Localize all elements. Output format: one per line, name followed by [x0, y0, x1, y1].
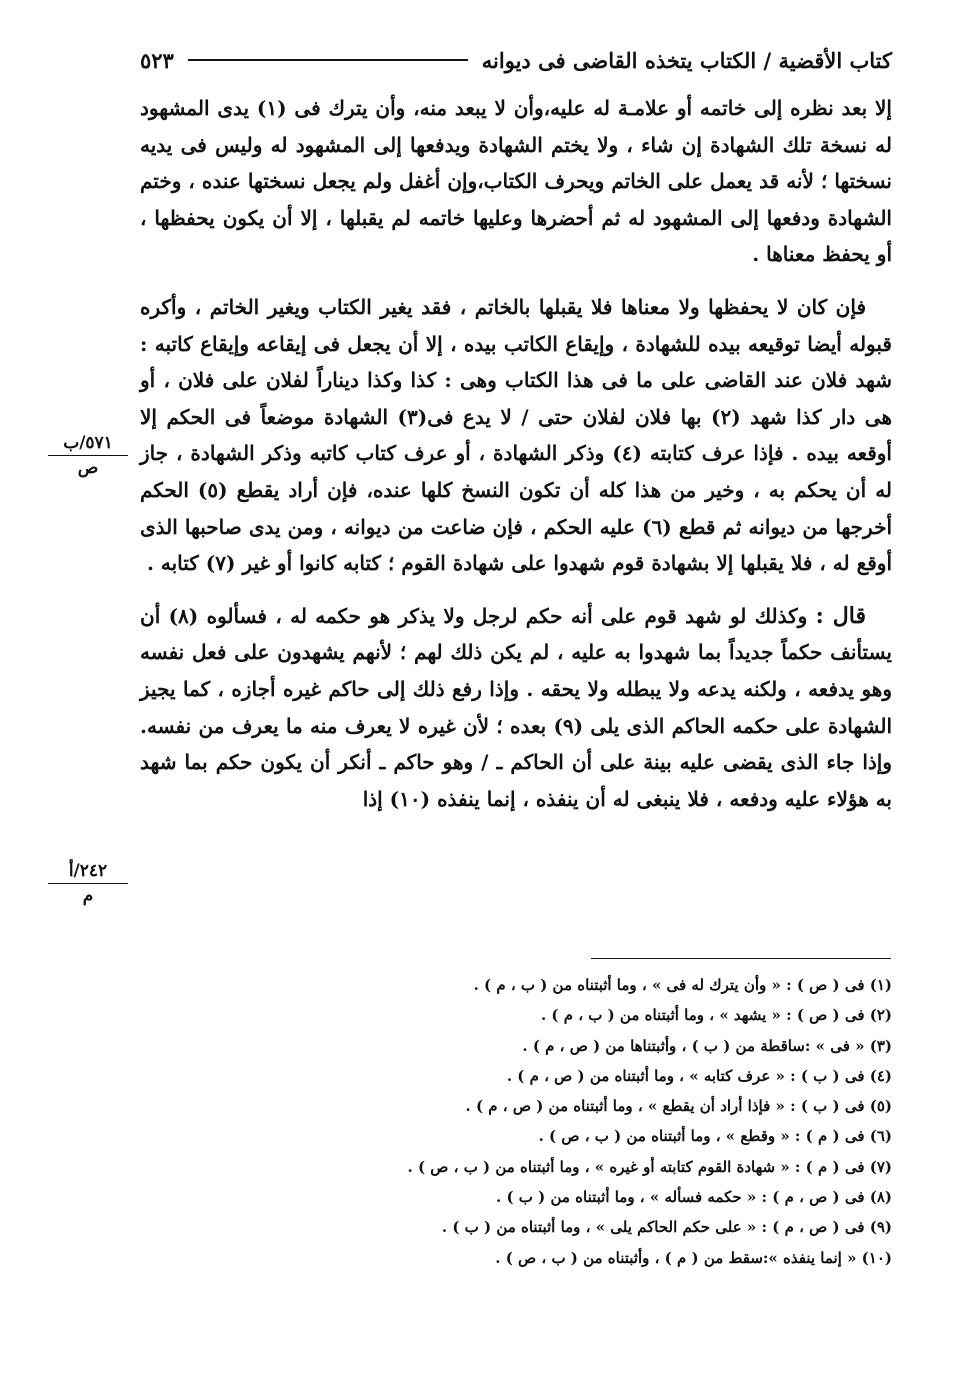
text-line: وكذلك لو شهد قوم على أنه حكم لرجل ولا يذكر هو حكمه له ، فسألوه (٨) — [168, 603, 816, 628]
text-line: فعل نفسه وهو يدفعه ، ولكنه يدعه ولا يبطله ولا يحقه . وإذا رفع ذلك إلى حاكم غيره — [140, 640, 893, 701]
margin-manuscript: ص — [77, 458, 99, 478]
footnotes — [140, 970, 892, 1273]
text-line: عنده، فإن أراد يقطع (٥) الحكم أخرجها من ديوانه ثم قطع (٦) عليه الحكم ، فإن ضاعت — [140, 477, 893, 539]
text-line: فإن كان لا يحفظها ولا معناها فلا يقبلها بالخاتم ، فقد يغير الكتاب ويغير الخاتم ، — [194, 294, 866, 319]
footnote: (٧) فى ( م ) : « شهادة القوم كتابته أو غيره » ، وما أثبتناه من ( ب ، ص ) . — [407, 1157, 892, 1176]
text-line: شهادة القوم ؛ كتابه كانوا أو غير (٧) كتابه . — [146, 551, 505, 576]
text-line: نسختها ؛ لأنه قد يعمل على الخاتم ويحرف الكتاب،وإن أغفل ولم يجعل نسختها عنده ، — [188, 169, 893, 194]
text-line: موضعاً فى الحكم إلا أوقعه بيده . فإذا عرف كتابته (٤) وذكر الشهادة ، أو عرف كتاب — [140, 404, 892, 466]
text-line: ما يعرف من نفسه. وإذا جاء الذى يقضى عليه بينة على أن الحاكم ـ / وهو حاكم ـ أنكر — [140, 713, 892, 775]
paragraph-gap — [140, 582, 892, 598]
text-line: له نسخة تلك الشهادة إن شاء ، ولا يختم الشهادة ويدفعها إلى المشهود له وليس فى يديه — [140, 132, 892, 157]
text-line: من ديوانه ، ومن يدى صاحبها الذى أوقع له ، فلا يقبلها إلا بشهادة قوم شهدوا على — [140, 514, 892, 576]
footnote: (١) فى ( ص ) : « وأن يترك له فى » ، وما أثبتناه من ( ب ، م ) . — [473, 976, 892, 994]
footnote: (٢) فى ( ص ) : « يشهد » ، وما أثبتناه من ( ب ، م ) . — [540, 1006, 892, 1025]
footnote-separator — [591, 958, 891, 959]
header-title: كتاب الأقضية / الكتاب يتخذه القاضى فى ديوانه — [481, 47, 892, 73]
paragraph-gap — [140, 273, 892, 289]
text-line: إلا بعد نظره إلى خاتمه أو علامـة له عليه،وأن لا يبعد منه، وأن يترك فى (١) يدى المشهود — [140, 96, 892, 120]
footnote: (٣) « فى » :ساقطة من ( ب ) ، وأثبتناها من ( ص ، م ) . — [522, 1036, 892, 1055]
text-line: كاتبه وذكر الشهادة ، جاز له أن يحكم به ، وخير من هذا كله أن تكون النسخ كلها — [140, 441, 893, 502]
text-line: وختم الشهادة ودفعها إلى المشهود له ثم أحضرها وعليها خاتمه لم يقبلها ، إلا أن يكون — [140, 169, 892, 230]
text-line: وإيقاع كاتبه : شهد فلان عند القاضى على ما فى هذا الكتاب وهى : كذا وكذا ديناراً — [140, 331, 892, 393]
page-number: ٥٢٣ — [140, 47, 174, 73]
footnote: (٤) فى ( ب ) : « عرف كتابه » ، وما أثبتناه من ( ص ، م ) . — [506, 1066, 892, 1085]
main-text — [140, 90, 892, 817]
text-line: أن يستأنف حكماً جديداً بما شهدوا به عليه ، لم يكن ذلك لهم ؛ لأنهم يشهدون على — [140, 603, 892, 665]
footnote: (٥) فى ( ب ) : « فإذا أراد أن يقطع » ، وما أثبتناه من ( ص ، م ) . — [465, 1097, 892, 1116]
margin-manuscript: م — [82, 886, 94, 906]
text-line: أجازه ، كما يجيز الشهادة على حكمه الحاكم الذى يلى (٩) بعده ؛ لأن غيره لا يعرف منه — [140, 676, 893, 738]
paragraph-lead: قال : — [815, 602, 867, 629]
margin-folio: ٥٧١/ب — [48, 432, 128, 456]
margin-folio-note — [48, 860, 128, 907]
running-header — [140, 40, 892, 80]
text-line: وأكره قبوله أيضا توقيعه بيده للشهادة ، وإيقاع الكاتب بيده ، إلا أن يجعل فى إيقاعه — [140, 294, 892, 356]
text-line: أن يكون حكم بما شهد به هؤلاء عليه ودفعه ، فلا ينبغى له أن ينفذه ، إنما ينفذه (١٠) إذا — [140, 750, 892, 811]
footnote: (٦) فى ( م ) : « وقطع » ، وما أثبتناه من ( ب ، ص ) . — [538, 1127, 892, 1146]
margin-folio: ٢٤٢/أ — [48, 860, 128, 884]
text-line: لفلان على فلان ، أو هى دار كذا شهد (٢) بها فلان لفلان حتى / لا يدع فى(٣) الشهادة — [140, 368, 892, 429]
paragraph-3 — [140, 598, 892, 818]
footnote: (٨) فى ( ص ، م ) : « حكمه فسأله » ، وما أثبتناه من ( ب ) . — [496, 1188, 892, 1207]
paragraph-2 — [140, 289, 892, 582]
footnote: (٩) فى ( ص ، م ) : « على حكم الحاكم يلى » ، وما أثبتناه من ( ب ) . — [441, 1218, 892, 1237]
header-rule — [188, 59, 468, 61]
margin-folio-note — [48, 432, 128, 479]
text-line: يحفظها ، أو يحفظ معناها . — [140, 205, 892, 267]
paragraph-1 — [140, 90, 892, 273]
footnote: (١٠) « إنما ينفذه »:سقط من ( م ) ، وأثبتناه من ( ب ، ص ) . — [495, 1248, 892, 1267]
